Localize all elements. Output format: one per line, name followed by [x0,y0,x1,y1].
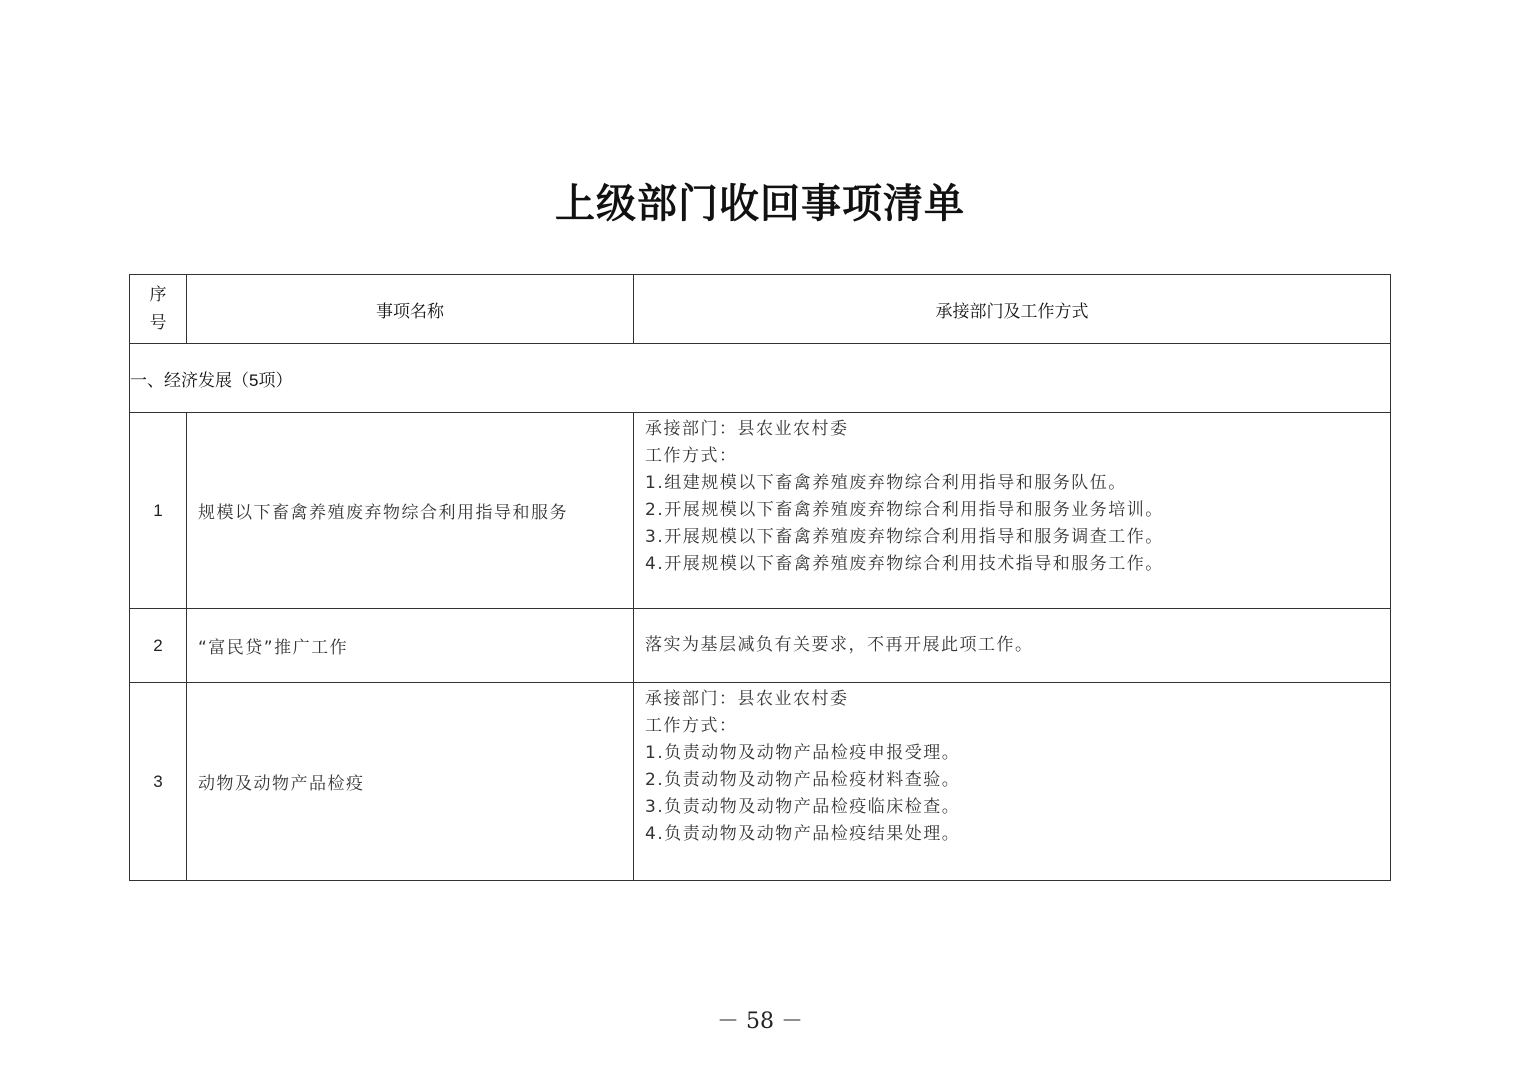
method-line: 4.开展规模以下畜禽养殖废弃物综合利用技术指导和服务工作。 [645,554,1164,574]
method-line: 工作方式： [645,716,738,736]
item-method [634,609,1391,683]
table-row [130,683,1391,881]
method-line: 承接部门：县农业农村委 [645,419,849,439]
section-row [130,344,1391,413]
item-name: “富民贷”推广工作 [187,609,634,683]
method-line: 工作方式： [645,446,738,466]
section-label: 一、经济发展（5项） [130,344,1391,413]
header-method: 承接部门及工作方式 [634,275,1391,344]
method-line: 2.开展规模以下畜禽养殖废弃物综合利用指导和服务业务培训。 [645,500,1164,520]
item-name: 规模以下畜禽养殖废弃物综合利用指导和服务 [187,413,634,609]
method-line: 1.组建规模以下畜禽养殖废弃物综合利用指导和服务队伍。 [645,473,1127,493]
row-number: 2 [130,609,187,683]
method-line: 2.负责动物及动物产品检疫材料查验。 [645,770,961,790]
header-no [130,275,187,344]
method-line: 1.负责动物及动物产品检疫申报受理。 [645,743,961,763]
row-number: 1 [130,413,187,609]
item-name: 动物及动物产品检疫 [187,683,634,881]
header-name: 事项名称 [187,275,634,344]
method-line: 承接部门：县农业农村委 [645,689,849,709]
items-table [129,274,1391,881]
method-line: 3.开展规模以下畜禽养殖废弃物综合利用指导和服务调查工作。 [645,527,1164,547]
item-method [634,683,1391,881]
header-no-line2: 号 [149,313,167,332]
method-line: 落实为基层减负有关要求，不再开展此项工作。 [645,635,1034,655]
table-row [130,413,1391,609]
method-line: 3.负责动物及动物产品检疫临床检查。 [645,797,961,817]
item-method [634,413,1391,609]
table-header-row [130,275,1391,344]
method-line: 4.负责动物及动物产品检疫结果处理。 [645,824,961,844]
header-no-line1: 序 [149,285,167,304]
document-title: 上级部门收回事项清单 [555,180,965,227]
table-row [130,609,1391,683]
page-number: － 58 － [717,1009,803,1034]
row-number: 3 [130,683,187,881]
